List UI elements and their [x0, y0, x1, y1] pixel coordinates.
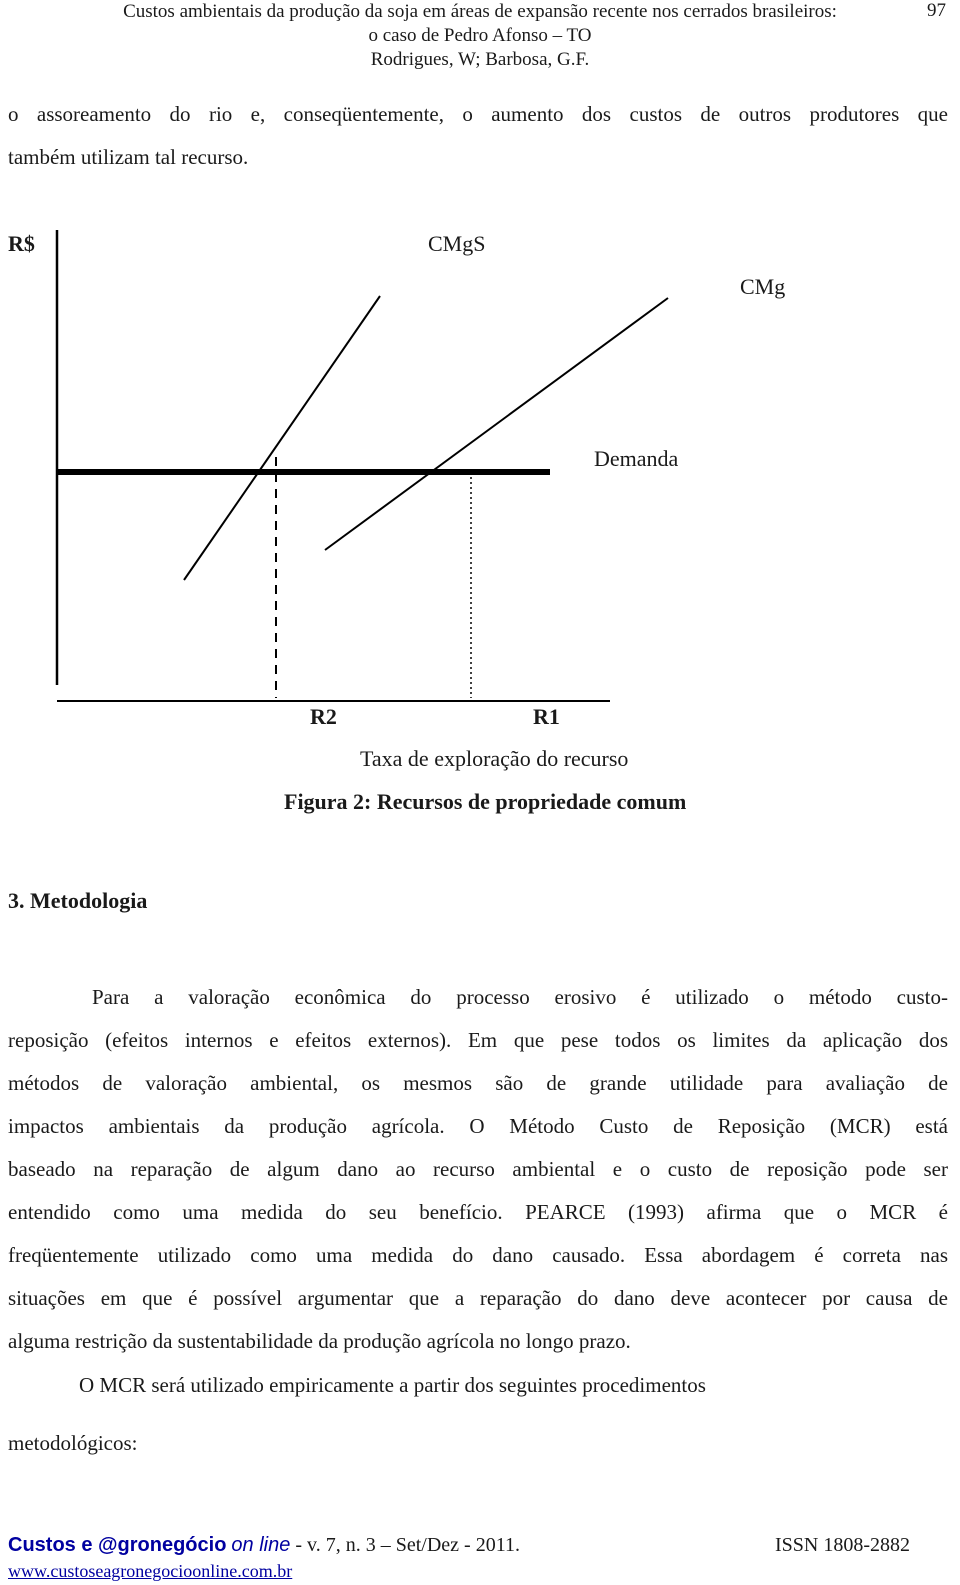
- running-header-authors: Rodrigues, W; Barbosa, G.F.: [370, 49, 590, 70]
- y-axis-label: R$: [8, 231, 35, 256]
- section-heading: 3. Metodologia: [8, 888, 148, 913]
- page-number: 97: [927, 0, 946, 21]
- procedures-intro-continuation: metodológicos:: [8, 1431, 138, 1455]
- issn: ISSN 1808-2882: [774, 1534, 910, 1556]
- paragraph-line: reposição (efeitos internos e efeitos externos). Em que pese todos os limites da aplicação dos: [8, 1028, 948, 1052]
- common-property-figure: [0, 220, 960, 720]
- methodology-paragraph: [8, 976, 948, 1363]
- cmgs-label: CMgS: [428, 231, 486, 256]
- journal-issue: - v. 7, n. 3 – Set/Dez - 2011.: [295, 1534, 520, 1556]
- figure-caption: Figura 2: Recursos de propriedade comum: [284, 789, 687, 814]
- paragraph-line: situações em que é possível argumentar que a reparação do dano deve acontecer por causa de: [8, 1286, 948, 1310]
- journal-footer: [8, 1534, 520, 1557]
- running-header-title: Custos ambientais da produção da soja em áreas de expansão recente nos cerrados brasileiros:: [123, 1, 837, 22]
- intro-paragraph: [8, 93, 948, 179]
- cmgs-curve: [184, 296, 380, 580]
- journal-brand-online: on line: [231, 1534, 291, 1556]
- journal-brand: Custos e @gronegócio: [8, 1534, 227, 1556]
- paragraph-line: métodos de valoração ambiental, os mesmos são de grande utilidade para avaliação de: [8, 1071, 948, 1095]
- intro-line-2: também utilizam tal recurso.: [8, 145, 249, 169]
- r2-label: R2: [310, 704, 337, 729]
- r1-label: R1: [533, 704, 560, 729]
- paragraph-line: entendido como uma medida do seu benefício. PEARCE (1993) afirma que o MCR é: [8, 1200, 948, 1224]
- paragraph-line: alguma restrição da sustentabilidade da produção agrícola no longo prazo.: [8, 1329, 631, 1353]
- cmg-label: CMg: [740, 274, 786, 299]
- cmg-curve: [325, 298, 668, 550]
- paragraph-line: Para a valoração econômica do processo erosivo é utilizado o método custo-: [92, 985, 948, 1009]
- journal-url-link[interactable]: www.custoseagronegocioonline.com.br: [8, 1561, 293, 1581]
- paragraph-line: impactos ambientais da produção agrícola. O Método Custo de Reposição (MCR) está: [8, 1114, 948, 1138]
- paragraph-line: baseado na reparação de algum dano ao recurso ambiental e o custo de reposição pode ser: [8, 1157, 948, 1181]
- x-axis-label: Taxa de exploração do recurso: [360, 746, 629, 771]
- demand-label: Demanda: [594, 446, 679, 471]
- running-header-subtitle: o caso de Pedro Afonso – TO: [368, 25, 592, 46]
- paragraph-line: freqüentemente utilizado como uma medida do dano causado. Essa abordagem é correta nas: [8, 1243, 948, 1267]
- intro-line-1: o assoreamento do rio e, conseqüentemente, o aumento dos custos de outros produtores que: [8, 102, 948, 126]
- procedures-intro-line: O MCR será utilizado empiricamente a partir dos seguintes procedimentos: [79, 1373, 706, 1397]
